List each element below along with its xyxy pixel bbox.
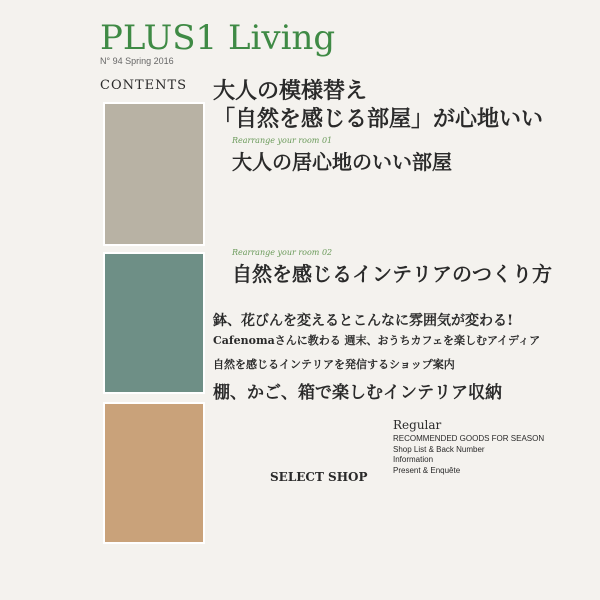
- regular-item: Information: [393, 455, 434, 464]
- section-title-2: 自然を感じるインテリアのつくり方: [232, 262, 552, 286]
- regular-item: Shop List & Back Number: [393, 444, 485, 454]
- section-title-4: Cafenomaさんに教わる 週末、おうちカフェを楽しむアイディア: [213, 334, 541, 347]
- interior-photo-3: [103, 402, 205, 544]
- magazine-logo: PLUS1 Living: [100, 18, 336, 58]
- interior-photo-1: [103, 102, 205, 246]
- section-title-3: 鉢、花びんを変えるとこんなに雰囲気が変わる!: [213, 313, 514, 329]
- regular-list: [393, 434, 544, 476]
- rearrange-label-2: Rearrange your room 02: [232, 248, 333, 257]
- main-headline-2: 「自然を感じる部屋」が心地いい: [213, 106, 544, 132]
- section-title-6: 棚、かご、箱で楽しむインテリア収納: [213, 383, 502, 403]
- issue-info: N° 94 Spring 2016: [100, 56, 174, 66]
- regular-item: RECOMMENDED GOODS FOR SEASON: [393, 434, 545, 443]
- interior-photo-2: [103, 252, 205, 394]
- select-shop-title: SELECT SHOP: [270, 470, 368, 484]
- section-title-5: 自然を感じるインテリアを発信するショップ案内: [213, 358, 455, 371]
- contents-heading: CONTENTS: [100, 78, 188, 93]
- section-title-1: 大人の居心地のいい部屋: [232, 150, 452, 174]
- rearrange-label-1: Rearrange your room 01: [232, 136, 333, 145]
- regular-heading: Regular: [393, 418, 442, 432]
- main-headline-1: 大人の模様替え: [213, 78, 368, 104]
- regular-item: Present & Enquête: [393, 465, 461, 475]
